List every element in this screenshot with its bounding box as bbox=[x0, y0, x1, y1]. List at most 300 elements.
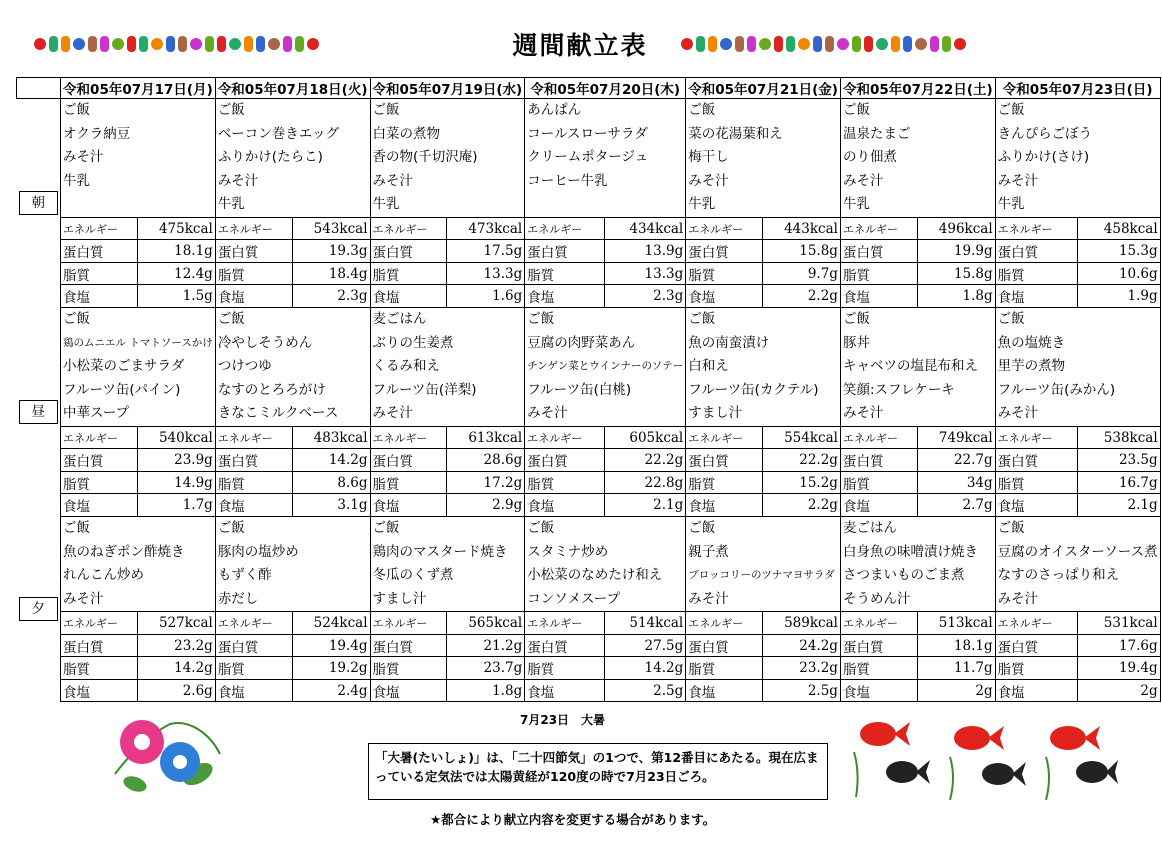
nutrient-label: エネルギー bbox=[840, 612, 917, 635]
nutrient-label: 食塩 bbox=[686, 679, 763, 702]
food-icon bbox=[864, 36, 873, 52]
nutrient-value: 613kcal bbox=[447, 426, 525, 449]
food-icon bbox=[73, 38, 85, 50]
food-icons-left bbox=[34, 30, 319, 58]
meal-label-text: 朝 bbox=[19, 191, 59, 215]
nutrient-value: 23.5g bbox=[1077, 449, 1160, 472]
dish-item: れんこん炒め bbox=[63, 567, 144, 584]
nutrient-label: 脂質 bbox=[370, 471, 447, 494]
nutrient-label: 蛋白質 bbox=[995, 240, 1077, 263]
page-title: 週間献立表 bbox=[512, 31, 648, 60]
food-icon bbox=[798, 38, 810, 50]
nutrient-value: 1.5g bbox=[137, 285, 215, 308]
nutrient-value: 22.8g bbox=[605, 471, 686, 494]
nutrient-value: 443kcal bbox=[763, 217, 841, 240]
nutrient-label: 蛋白質 bbox=[61, 240, 138, 263]
dish-item: そうめん汁 bbox=[842, 590, 911, 607]
dish-item: 冬瓜のくず煮 bbox=[372, 567, 454, 584]
dish-item: フルーツ缶(カクテル) bbox=[688, 381, 819, 398]
nutrient-label: 食塩 bbox=[370, 679, 447, 702]
dish-item: みそ汁 bbox=[997, 590, 1039, 607]
food-icon bbox=[205, 36, 214, 52]
dish-item: オクラ納豆 bbox=[63, 125, 131, 142]
nutrient-label: 蛋白質 bbox=[370, 634, 447, 657]
nutrient-label: 食塩 bbox=[215, 285, 292, 308]
nutrient-label: 蛋白質 bbox=[995, 634, 1077, 657]
food-icon bbox=[696, 36, 705, 52]
dish-list bbox=[370, 99, 525, 218]
nutrient-label: 食塩 bbox=[61, 285, 138, 308]
nutrient-label: 脂質 bbox=[686, 471, 763, 494]
seasonal-note: 「大暑(たいしょ)」は、「二十四節気」の1つで、第12番目にあたる。現在広まっている定気法では太陽黄経が120度の時で7月23日ごろ。 bbox=[368, 743, 828, 800]
food-icon bbox=[139, 36, 148, 52]
nutrient-label: エネルギー bbox=[370, 217, 447, 240]
nutrient-value: 2.2g bbox=[763, 285, 841, 308]
nutrient-value: 15.2g bbox=[763, 471, 841, 494]
dish-list bbox=[995, 516, 1160, 611]
nutrient-label: 脂質 bbox=[995, 471, 1077, 494]
food-icon bbox=[295, 36, 304, 52]
dish-list bbox=[61, 99, 216, 218]
food-icon bbox=[100, 36, 109, 52]
nutrient-value: 527kcal bbox=[137, 612, 215, 635]
nutrient-value: 2.3g bbox=[292, 285, 370, 308]
dish-item: 温泉たまご bbox=[842, 125, 911, 142]
food-icons-right bbox=[681, 30, 966, 58]
nutrient-label: 蛋白質 bbox=[840, 634, 917, 657]
dish-list bbox=[686, 516, 841, 611]
dish-item: フルーツ缶(パイン) bbox=[63, 381, 181, 398]
dish-item: 麦ごはん bbox=[842, 519, 897, 536]
nutrient-label: エネルギー bbox=[525, 612, 605, 635]
dish-item: ぶりの生姜煮 bbox=[372, 334, 454, 351]
nutrient-value: 13.3g bbox=[605, 262, 686, 285]
meal-label bbox=[17, 99, 61, 308]
dish-item: なすのさっぱり和え bbox=[997, 567, 1120, 584]
food-icon bbox=[852, 36, 861, 52]
nutrient-value: 14.9g bbox=[137, 471, 215, 494]
nutrient-value: 496kcal bbox=[917, 217, 995, 240]
food-icon bbox=[759, 38, 771, 50]
dish-item: 魚のねぎポン酢焼き bbox=[63, 543, 185, 560]
food-icon bbox=[876, 38, 888, 50]
nutrient-value: 22.7g bbox=[917, 449, 995, 472]
nutrient-label: 蛋白質 bbox=[686, 634, 763, 657]
nutrient-value: 554kcal bbox=[763, 426, 841, 449]
dish-item: きんぴらごぼう bbox=[997, 125, 1093, 142]
nutrient-label: エネルギー bbox=[61, 217, 138, 240]
nutrient-value: 1.8g bbox=[917, 285, 995, 308]
dish-item: ご飯 bbox=[842, 310, 870, 327]
dish-item: 小松菜のなめたけ和え bbox=[527, 567, 663, 584]
nutrient-label: 蛋白質 bbox=[215, 634, 292, 657]
food-icon bbox=[735, 36, 744, 52]
nutrient-value: 531kcal bbox=[1077, 612, 1160, 635]
dish-item: 魚の塩焼き bbox=[997, 334, 1066, 351]
food-icon bbox=[151, 38, 163, 50]
dish-item: 笑顔:スフレケーキ bbox=[842, 381, 955, 398]
dish-item: 牛乳 bbox=[372, 196, 400, 213]
nutrient-value: 28.6g bbox=[447, 449, 525, 472]
nutrient-label: 脂質 bbox=[686, 262, 763, 285]
food-icon bbox=[88, 36, 97, 52]
dish-item: 牛乳 bbox=[842, 196, 870, 213]
food-icon bbox=[954, 38, 966, 50]
nutrient-label: 脂質 bbox=[525, 657, 605, 680]
dish-item: コーヒー牛乳 bbox=[527, 172, 608, 189]
nutrient-value: 18.4g bbox=[292, 262, 370, 285]
nutrient-label: 食塩 bbox=[61, 679, 138, 702]
food-icon bbox=[708, 36, 717, 52]
dish-item: キャベツの塩昆布和え bbox=[842, 358, 978, 375]
nutrient-value: 513kcal bbox=[917, 612, 995, 635]
dish-list bbox=[215, 516, 370, 611]
dish-item: のり佃煮 bbox=[842, 149, 897, 166]
nutrient-value: 23.2g bbox=[137, 634, 215, 657]
dish-item: ご飯 bbox=[63, 310, 90, 327]
nutrient-value: 473kcal bbox=[447, 217, 525, 240]
dish-list bbox=[370, 307, 525, 426]
nutrient-label: 食塩 bbox=[525, 285, 605, 308]
nutrient-label: 脂質 bbox=[61, 262, 138, 285]
dish-item: すまし汁 bbox=[372, 590, 427, 607]
nutrient-label: 脂質 bbox=[995, 657, 1077, 680]
nutrient-label: エネルギー bbox=[370, 426, 447, 449]
food-icon bbox=[112, 38, 124, 50]
nutrient-value: 2.6g bbox=[137, 679, 215, 702]
dish-item: クリームポタージュ bbox=[527, 149, 649, 166]
dish-item bbox=[527, 193, 683, 217]
food-icon bbox=[681, 38, 693, 50]
nutrient-label: エネルギー bbox=[686, 426, 763, 449]
food-icon bbox=[786, 36, 795, 52]
dish-item: みそ汁 bbox=[63, 590, 104, 607]
nutrient-label: エネルギー bbox=[995, 612, 1077, 635]
nutrient-label: エネルギー bbox=[686, 612, 763, 635]
dish-list bbox=[840, 516, 995, 611]
nutrient-value: 14.2g bbox=[605, 657, 686, 680]
nutrient-label: 蛋白質 bbox=[370, 449, 447, 472]
day-header: 令和05年07月23日(日) bbox=[995, 78, 1160, 99]
nutrient-label: エネルギー bbox=[686, 217, 763, 240]
dish-item: ご飯 bbox=[997, 310, 1025, 327]
corner-cell bbox=[17, 78, 61, 99]
day-header: 令和05年07月18日(火) bbox=[215, 78, 370, 99]
dish-list bbox=[995, 99, 1160, 218]
nutrient-label: エネルギー bbox=[370, 612, 447, 635]
food-icon bbox=[837, 38, 849, 50]
nutrient-label: エネルギー bbox=[525, 217, 605, 240]
dish-item: なすのとろろがけ bbox=[217, 381, 326, 398]
nutrient-value: 524kcal bbox=[292, 612, 370, 635]
nutrient-label: 食塩 bbox=[995, 494, 1077, 517]
header bbox=[0, 24, 1162, 64]
nutrient-label: エネルギー bbox=[525, 426, 605, 449]
dish-item: みそ汁 bbox=[527, 405, 568, 422]
dish-item: スタミナ炒め bbox=[527, 543, 609, 560]
nutrient-value: 2.7g bbox=[917, 494, 995, 517]
dish-list bbox=[840, 307, 995, 426]
food-icon bbox=[49, 36, 58, 52]
nutrient-value: 17.2g bbox=[447, 471, 525, 494]
dish-item: コールスローサラダ bbox=[527, 125, 648, 142]
meal-label-text: 夕 bbox=[19, 597, 59, 621]
nutrient-label: エネルギー bbox=[215, 612, 292, 635]
dish-item: みそ汁 bbox=[688, 590, 729, 607]
nutrient-value: 23.7g bbox=[447, 657, 525, 680]
nutrient-label: 脂質 bbox=[840, 471, 917, 494]
dish-list bbox=[686, 99, 841, 218]
nutrient-label: エネルギー bbox=[995, 426, 1077, 449]
dish-item: ふりかけ(たらこ) bbox=[217, 149, 323, 166]
dish-item: 菜の花湯葉和え bbox=[688, 125, 783, 142]
food-icon bbox=[774, 36, 783, 52]
dish-item: ご飯 bbox=[688, 102, 716, 118]
footer-heading: 7月23日 大暑 bbox=[520, 713, 606, 727]
nutrient-label: 脂質 bbox=[686, 657, 763, 680]
dish-item: みそ汁 bbox=[997, 405, 1039, 422]
nutrient-label: 脂質 bbox=[995, 262, 1077, 285]
change-warning: ★都合により献立内容を変更する場合があります。 bbox=[430, 812, 716, 827]
nutrient-label: 脂質 bbox=[370, 262, 447, 285]
nutrient-value: 19.3g bbox=[292, 240, 370, 263]
dish-list bbox=[686, 307, 841, 426]
food-icon bbox=[217, 36, 226, 52]
dish-item: みそ汁 bbox=[688, 172, 729, 189]
dish-item: 豚肉の塩炒め bbox=[217, 543, 299, 560]
nutrient-value: 9.7g bbox=[763, 262, 841, 285]
dish-item: 白身魚の味噌漬け焼き bbox=[842, 543, 978, 560]
dish-item: 白和え bbox=[688, 358, 729, 375]
dish-item: 牛乳 bbox=[997, 196, 1025, 213]
dish-list bbox=[370, 516, 525, 611]
nutrient-value: 458kcal bbox=[1077, 217, 1160, 240]
nutrient-value: 14.2g bbox=[137, 657, 215, 680]
nutrient-value: 3.1g bbox=[292, 494, 370, 517]
food-icon bbox=[720, 38, 732, 50]
dish-item: 豚丼 bbox=[842, 334, 870, 351]
food-icon bbox=[268, 38, 280, 50]
day-header: 令和05年07月22日(土) bbox=[840, 78, 995, 99]
nutrient-label: 食塩 bbox=[215, 494, 292, 517]
dish-item: みそ汁 bbox=[372, 172, 414, 189]
dish-item: さつまいものごま煮 bbox=[842, 567, 965, 584]
nutrient-label: エネルギー bbox=[61, 426, 138, 449]
nutrient-value: 15.3g bbox=[1077, 240, 1160, 263]
dish-item: 小松菜のごまサラダ bbox=[63, 358, 185, 375]
nutrient-value: 605kcal bbox=[605, 426, 686, 449]
nutrient-label: 食塩 bbox=[370, 285, 447, 308]
goldfish-illustration bbox=[850, 712, 1120, 802]
dish-item: ご飯 bbox=[527, 519, 555, 536]
dish-item: ご飯 bbox=[217, 102, 245, 118]
nutrient-value: 22.2g bbox=[605, 449, 686, 472]
dish-item bbox=[63, 193, 213, 217]
dish-item: 里芋の煮物 bbox=[997, 358, 1066, 375]
nutrient-label: 蛋白質 bbox=[370, 240, 447, 263]
nutrient-value: 565kcal bbox=[447, 612, 525, 635]
nutrient-label: エネルギー bbox=[215, 217, 292, 240]
food-icon bbox=[244, 36, 253, 52]
dish-item: みそ汁 bbox=[63, 149, 104, 166]
dish-item: みそ汁 bbox=[372, 405, 414, 422]
food-icon bbox=[747, 36, 756, 52]
dish-item: 鶏のムニエル トマトソースかけ bbox=[63, 336, 213, 349]
dish-list bbox=[840, 99, 995, 218]
nutrient-label: 蛋白質 bbox=[215, 240, 292, 263]
dish-list bbox=[995, 307, 1160, 426]
nutrient-value: 27.5g bbox=[605, 634, 686, 657]
food-icon bbox=[813, 36, 822, 52]
dish-item: 豆腐の肉野菜あん bbox=[527, 334, 636, 351]
nutrient-label: 脂質 bbox=[525, 471, 605, 494]
dish-item: くるみ和え bbox=[372, 358, 441, 375]
nutrient-label: 蛋白質 bbox=[840, 449, 917, 472]
dish-item: 中華スープ bbox=[63, 405, 130, 422]
dish-item: ご飯 bbox=[842, 102, 870, 118]
nutrient-label: 蛋白質 bbox=[525, 449, 605, 472]
dish-item: もずく酢 bbox=[217, 567, 272, 584]
nutrient-value: 19.4g bbox=[1077, 657, 1160, 680]
dish-item: 香の物(千切沢庵) bbox=[372, 149, 478, 166]
food-icon bbox=[34, 38, 46, 50]
nutrient-label: 脂質 bbox=[215, 262, 292, 285]
food-icon bbox=[178, 36, 187, 52]
food-icon bbox=[825, 36, 834, 52]
nutrient-value: 749kcal bbox=[917, 426, 995, 449]
nutrient-value: 1.6g bbox=[447, 285, 525, 308]
nutrient-value: 514kcal bbox=[605, 612, 686, 635]
nutrient-value: 16.7g bbox=[1077, 471, 1160, 494]
nutrient-value: 434kcal bbox=[605, 217, 686, 240]
dish-item: フルーツ缶(白桃) bbox=[527, 381, 632, 398]
nutrient-value: 1.9g bbox=[1077, 285, 1160, 308]
nutrient-label: 蛋白質 bbox=[995, 449, 1077, 472]
nutrient-value: 2.3g bbox=[605, 285, 686, 308]
nutrient-label: 食塩 bbox=[525, 679, 605, 702]
nutrient-value: 11.7g bbox=[917, 657, 995, 680]
dish-item: フルーツ缶(みかん) bbox=[997, 381, 1116, 398]
nutrient-label: エネルギー bbox=[995, 217, 1077, 240]
nutrient-label: 蛋白質 bbox=[525, 240, 605, 263]
nutrient-label: 食塩 bbox=[995, 679, 1077, 702]
dish-item: 牛乳 bbox=[688, 196, 716, 213]
nutrient-value: 2g bbox=[1077, 679, 1160, 702]
dish-list bbox=[525, 99, 686, 218]
food-icon bbox=[190, 38, 202, 50]
food-icon bbox=[229, 38, 241, 50]
dish-item: 牛乳 bbox=[217, 196, 245, 213]
food-icon bbox=[307, 38, 319, 50]
nutrient-value: 15.8g bbox=[917, 262, 995, 285]
dish-item: ご飯 bbox=[527, 310, 555, 327]
nutrient-label: 脂質 bbox=[61, 471, 138, 494]
nutrient-label: 食塩 bbox=[215, 679, 292, 702]
day-header: 令和05年07月21日(金) bbox=[686, 78, 841, 99]
nutrient-value: 24.2g bbox=[763, 634, 841, 657]
dish-item: みそ汁 bbox=[997, 172, 1039, 189]
dish-item: きなこミルクベース bbox=[217, 405, 339, 422]
nutrient-label: 食塩 bbox=[370, 494, 447, 517]
nutrient-value: 19.2g bbox=[292, 657, 370, 680]
nutrient-value: 1.7g bbox=[137, 494, 215, 517]
nutrient-label: 食塩 bbox=[840, 285, 917, 308]
nutrient-label: 食塩 bbox=[840, 679, 917, 702]
food-icon bbox=[127, 36, 136, 52]
meal-label bbox=[17, 516, 61, 701]
nutrient-label: 食塩 bbox=[61, 494, 138, 517]
dish-list bbox=[525, 307, 686, 426]
nutrient-value: 18.1g bbox=[137, 240, 215, 263]
nutrient-label: 食塩 bbox=[525, 494, 605, 517]
food-icon bbox=[942, 36, 951, 52]
day-header: 令和05年07月17日(月) bbox=[61, 78, 216, 99]
nutrient-label: 脂質 bbox=[61, 657, 138, 680]
dish-item: フルーツ缶(洋梨) bbox=[372, 381, 477, 398]
nutrient-label: 脂質 bbox=[370, 657, 447, 680]
food-icon bbox=[61, 36, 70, 52]
dish-item: 白菜の煮物 bbox=[372, 125, 441, 142]
dish-item: ベーコン巻きエッグ bbox=[217, 125, 340, 142]
nutrient-value: 23.2g bbox=[763, 657, 841, 680]
day-header: 令和05年07月20日(木) bbox=[525, 78, 686, 99]
nutrient-label: 蛋白質 bbox=[215, 449, 292, 472]
nutrient-value: 2.1g bbox=[1077, 494, 1160, 517]
nutrient-value: 538kcal bbox=[1077, 426, 1160, 449]
dish-item: ご飯 bbox=[688, 310, 716, 327]
dish-item: コンソメスープ bbox=[527, 590, 621, 607]
nutrient-label: 食塩 bbox=[686, 285, 763, 308]
dish-item: ご飯 bbox=[372, 102, 400, 118]
nutrient-label: 食塩 bbox=[686, 494, 763, 517]
nutrient-value: 21.2g bbox=[447, 634, 525, 657]
nutrient-label: エネルギー bbox=[61, 612, 138, 635]
dish-item: ご飯 bbox=[372, 519, 400, 536]
nutrient-label: エネルギー bbox=[215, 426, 292, 449]
nutrient-value: 23.9g bbox=[137, 449, 215, 472]
nutrient-value: 2.1g bbox=[605, 494, 686, 517]
nutrient-value: 12.4g bbox=[137, 262, 215, 285]
nutrient-label: 蛋白質 bbox=[686, 240, 763, 263]
dish-item: ご飯 bbox=[997, 102, 1025, 118]
food-icon bbox=[166, 36, 175, 52]
dish-item: みそ汁 bbox=[842, 172, 884, 189]
dish-item: ご飯 bbox=[997, 519, 1025, 536]
nutrient-label: 蛋白質 bbox=[840, 240, 917, 263]
nutrient-label: 食塩 bbox=[995, 285, 1077, 308]
dish-item: ご飯 bbox=[63, 102, 90, 118]
nutrient-value: 18.1g bbox=[917, 634, 995, 657]
nutrient-label: 食塩 bbox=[840, 494, 917, 517]
dish-item: ふりかけ(さけ) bbox=[997, 149, 1090, 166]
dish-item: みそ汁 bbox=[217, 172, 259, 189]
nutrient-label: エネルギー bbox=[840, 217, 917, 240]
dish-item: チンゲン菜とウインナーのソテー bbox=[527, 360, 684, 373]
dish-list bbox=[525, 516, 686, 611]
nutrient-value: 589kcal bbox=[763, 612, 841, 635]
dish-item: 鶏肉のマスタード焼き bbox=[372, 543, 508, 560]
dish-list bbox=[215, 99, 370, 218]
nutrient-value: 543kcal bbox=[292, 217, 370, 240]
day-header: 令和05年07月19日(水) bbox=[370, 78, 525, 99]
dish-item: 牛乳 bbox=[63, 172, 90, 189]
nutrient-value: 13.9g bbox=[605, 240, 686, 263]
menu-table bbox=[16, 77, 1161, 702]
nutrient-value: 34g bbox=[917, 471, 995, 494]
dish-item: あんぱん bbox=[527, 102, 582, 118]
nutrient-value: 2.9g bbox=[447, 494, 525, 517]
food-icon bbox=[891, 36, 900, 52]
